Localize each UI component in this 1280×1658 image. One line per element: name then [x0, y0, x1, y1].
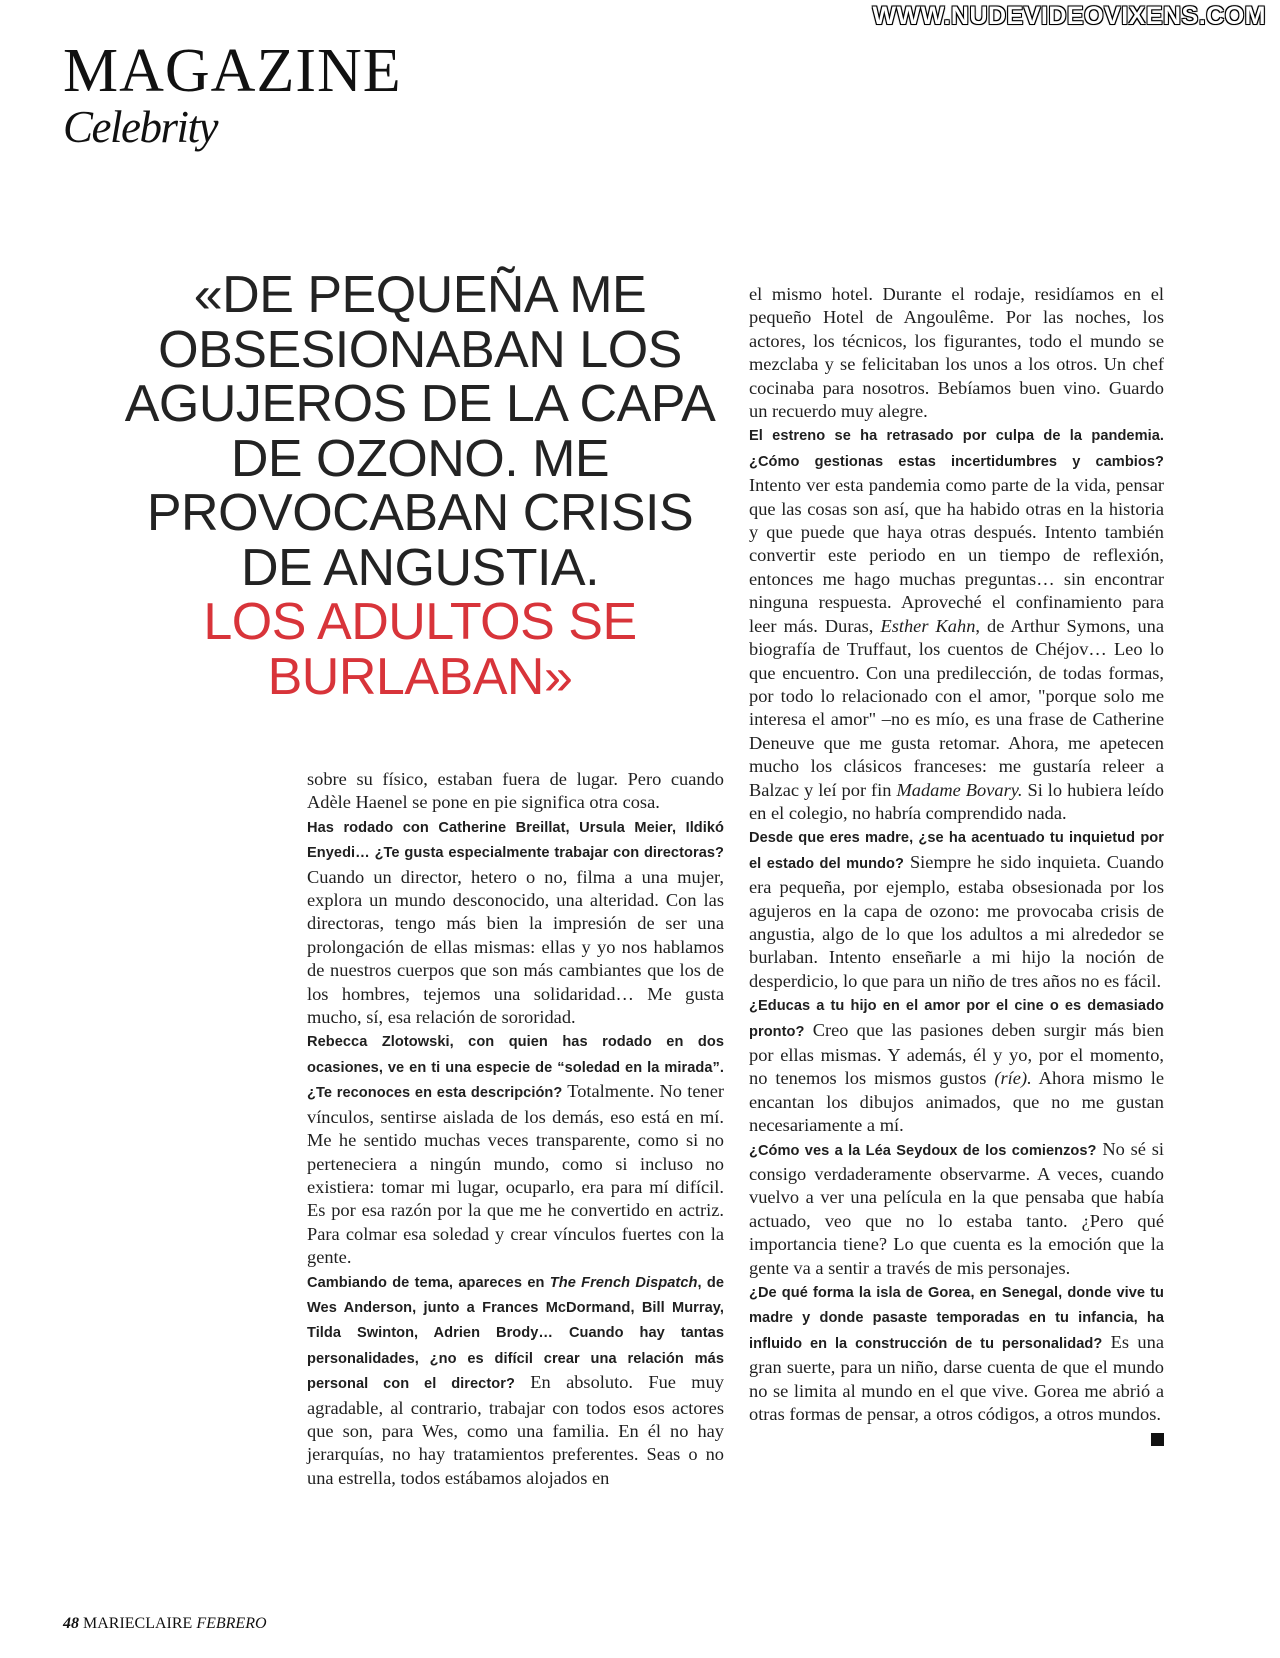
interview-exchange — [307, 1270, 724, 1491]
interview-answer: Cuando un director, hetero o no, filma a una mujer, explora un mundo desconocido, una alteridad. Con las directoras, tengo más bien la impresión de ser una prolongación de ellas mismas: ellas y yo nos hablamos de nuestros cuerpos que son más cambiantes que los de los hombres, tejemos una solidaridad… Me gusta mucho, sí, esa relación de sororidad. — [307, 866, 724, 1028]
interview-question: ¿De qué forma la isla de Gorea, en Senegal, donde vive tu madre y donde pasaste temporadas en tu infancia, ha influido en la construcción de tu personalidad? — [749, 1285, 1164, 1352]
interview-exchange — [307, 815, 724, 1030]
end-of-article-mark — [1151, 1433, 1164, 1446]
interview-answer: Es una gran suerte, para un niño, darse cuenta de que el mundo no se limita al mundo en el que vive. Gorea me abrió a otras formas de pensar, a otros códigos, a otros mundos. — [749, 1331, 1164, 1425]
article-column-right — [749, 283, 1164, 1446]
answer-text: Creo que las pasiones deben surgir más bien por ellas mismas. Y además, él y yo, por el momento, no tenemos los mismos gustos — [749, 1019, 1164, 1089]
interview-exchange — [749, 1280, 1164, 1426]
answer-text: Intento ver esta pandemia como parte de la vida, pensar que las cosas son así, que ha habido otras en la historia y que puede que haya otras después. Intento también convertir este periodo en un tiempo de reflexión, entonces me hago muchas preguntas… sin encontrar ninguna respuesta. Aproveché el confinamiento para leer más. Duras, — [749, 475, 1164, 636]
interview-exchange — [749, 1138, 1164, 1280]
interview-question: Rebecca Zlotowski, con quien has rodado en dos ocasiones, ve en ti una especie de “soledad en la mirada”. ¿Te reconoces en esta descripción? — [307, 1034, 724, 1102]
question-text: , de Wes Anderson, junto a Frances McDormand, Bill Murray, Tilda Swinton, Adrien Brody… Cuando hay tantas personalidades, ¿no es difícil crear una relación más personal con el director? — [307, 1274, 725, 1393]
section-header — [63, 38, 402, 150]
book-title: Madame Bovary. — [896, 779, 1023, 800]
interview-answer: En absoluto. Fue muy agradable, al contrario, trabajar con todos esos actores que son, para Wes, como una familia. En él no hay jerarquías, no hay tratamientos preferentes. Seas o no una estrella, todos estábamos alojados en — [307, 1372, 724, 1488]
watermark: WWW.NUDEVIDEOVIXENS.COM — [872, 2, 1266, 30]
paragraph: el mismo hotel. Durante el rodaje, residíamos en el pequeño Hotel de Angoulême. Por las noches, los actores, los técnicos, los figurantes, todo el mundo se mezclaba y se felicitaban los unos a los otros. Un chef cocinaba para nosotros. Bebíamos buen vino. Guardo un recuerdo muy alegre. — [749, 284, 1164, 422]
answer-text: Si lo hubiera leído en el colegio, no habría comprendido nada. — [749, 779, 1164, 823]
film-title: The French Dispatch — [549, 1274, 698, 1291]
interview-answer — [749, 1020, 1164, 1136]
article-column-left — [307, 768, 724, 1490]
interview-exchange — [307, 1029, 724, 1269]
interview-question: Desde que eres madre, ¿se ha acentuado tu inquietud por el estado del mundo? — [749, 830, 1164, 872]
interview-answer: Siempre he sido inquieta. Cuando era pequeña, por ejemplo, estaba obsesionada por los agujeros en la capa de ozono: me provocaba crisis de angustia, algo de lo que los adultos a mi alrededor se burlaban. Intento enseñarle a mi hijo la noción de desperdicio, lo que para un niño de tres años no es fácil. — [749, 851, 1164, 991]
answer-text: Ahora mismo le encantan los dibujos animados, que no me gustan necesariamente a mí. — [749, 1068, 1164, 1136]
interview-question: ¿Educas a tu hijo en el amor por el cine o es demasiado pronto? — [749, 998, 1164, 1040]
interview-answer: No sé si consigo verdaderamente observarme. A veces, cuando vuelvo a ver una película en la que pensaba que había actuado, veo que no lo estaba tanto. ¿Pero qué importancia tiene? Lo que cuenta es la emoción que la gente va a sentir a través de mis personajes. — [749, 1138, 1164, 1278]
book-title: Esther Kahn — [880, 615, 976, 636]
interview-exchange — [749, 423, 1164, 825]
interview-exchange — [749, 825, 1164, 993]
interview-question: Has rodado con Catherine Breillat, Ursula Meier, Ildikó Enyedi… ¿Te gusta especialmente trabajar con directoras? — [307, 819, 724, 862]
section-subtitle: Celebrity — [63, 102, 217, 152]
interview-exchange — [749, 993, 1164, 1137]
interview-question: El estreno se ha retrasado por culpa de la pandemia. ¿Cómo gestionas estas incertidumbres y cambios? — [749, 428, 1164, 470]
interview-answer — [749, 475, 1164, 823]
pull-quote — [120, 268, 720, 704]
stage-direction: (ríe). — [994, 1068, 1032, 1089]
issue-month: FEBRERO — [196, 1615, 267, 1632]
paragraph: sobre su físico, estaban fuera de lugar. Pero cuando Adèle Haenel se pone en pie significa otra cosa. — [307, 769, 724, 813]
page-number: 48 — [63, 1615, 79, 1632]
interview-question: ¿Cómo ves a la Léa Seydoux de los comienzos? — [749, 1142, 1097, 1159]
answer-text: , de Arthur Symons, una biografía de Truffaut, los cuentos de Chéjov… Leo lo que encuentro. Con una predilección, de todas formas, por todo lo relacionado con el amor, "porque solo me interesa el amor" –no es mío, es una frase de Catherine Deneuve que me gusta retomar. Ahora, me apetecen mucho los clásicos franceses: me gustaría releer a Balzac y leí por fin — [749, 615, 1164, 800]
interview-answer: Totalmente. No tener vínculos, sentirse aislada de los demás, eso está en mí. Me he sentido muchas veces transparente, como si no perteneciera a ningún mundo, como si incluso no existiera: tomar mi lugar, ocuparlo, era para mí difícil. Es por esa razón por la que me he convertido en actriz. Para colmar esa soledad y crear vínculos fuertes con la gente. — [307, 1081, 724, 1268]
question-text: Cambiando de tema, apareces en — [307, 1274, 550, 1291]
pull-quote-text: «DE PEQUEÑA ME OBSESIONABAN LOS AGUJEROS DE LA CAPA DE OZONO. ME PROVOCABAN CRISIS DE ANGUSTIA. — [124, 266, 716, 597]
magazine-name: MARIECLAIRE — [83, 1615, 193, 1632]
pull-quote-highlight: LOS ADULTOS SE BURLABAN» — [203, 593, 637, 706]
section-title: MAGAZINE — [63, 37, 402, 105]
page-footer — [63, 1615, 267, 1633]
